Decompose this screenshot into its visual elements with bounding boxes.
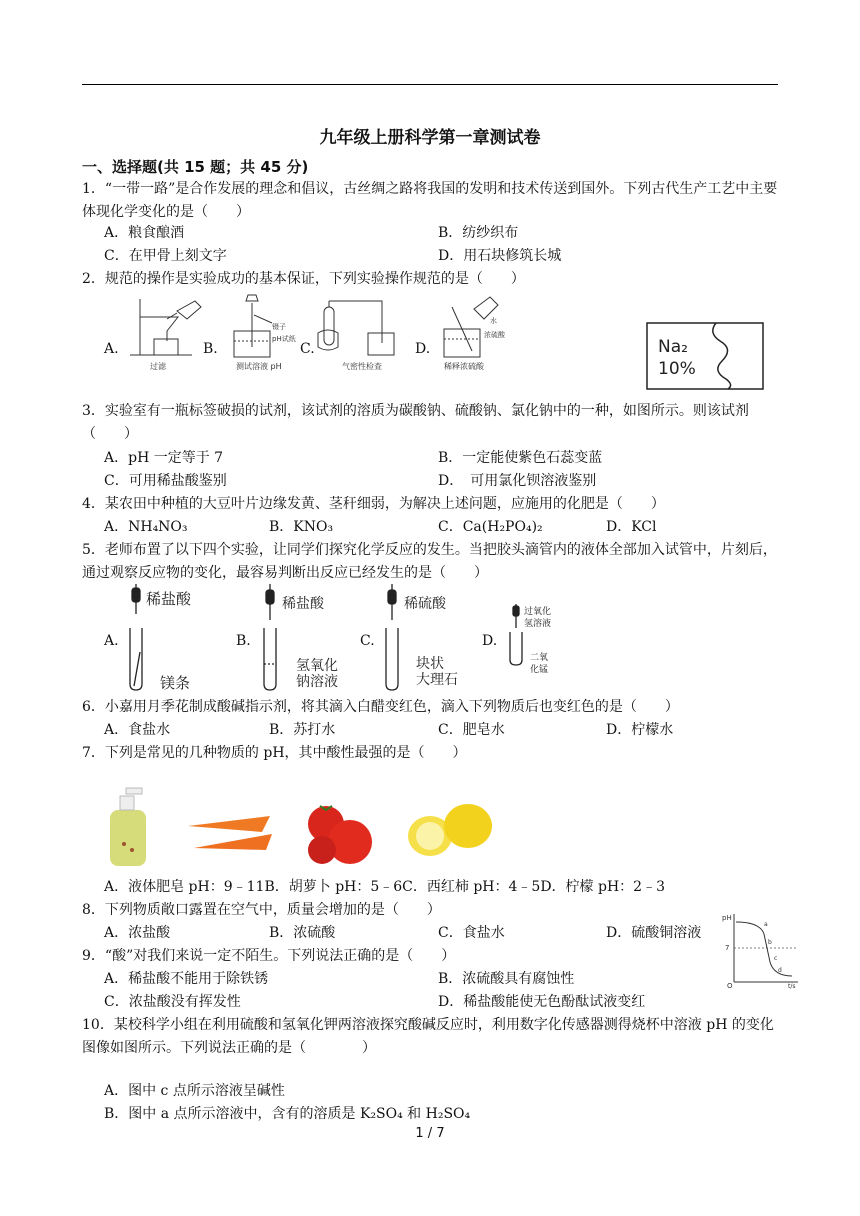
q2-option-d: D.: [415, 341, 431, 357]
question-9-stem: 9．“酸”对我们来说一定不陌生。下列说法正确的是（ ）: [82, 948, 456, 964]
q3-option-c: C．可用稀盐酸鉴别: [104, 473, 227, 489]
carrot-image: [188, 816, 272, 850]
q5-c-dropper-label: 稀硫酸: [404, 596, 446, 612]
q7-product-images: [100, 786, 500, 870]
question-7-stem: 7．下列是常见的几种物质的 pH，其中酸性最强的是（ ）: [82, 745, 467, 761]
q5-d-tube-label-1: 二氧: [530, 653, 549, 663]
q6-option-c: C．肥皂水: [438, 722, 505, 738]
q6-option-b: B．苏打水: [269, 722, 336, 738]
graph-x-label: t/s: [788, 983, 796, 990]
q5-option-a: A.: [104, 633, 119, 649]
question-2-stem: 2．规范的操作是实验成功的基本保证，下列实验操作规范的是（ ）: [82, 271, 525, 287]
q5-c-tube-label-2: 大理石: [416, 672, 458, 688]
q9-option-d: D．稀盐酸能使无色酚酞试液变红: [438, 994, 646, 1010]
q3-option-b: B．一定能使紫色石蕊变蓝: [438, 450, 603, 466]
q1-option-d: D．用石块修筑长城: [438, 248, 562, 264]
q2-label-tweezers: 镊子: [272, 323, 286, 331]
q5-b-dropper-label: 稀盐酸: [282, 596, 324, 612]
q2-label-water: 水: [490, 317, 497, 325]
q5-option-c: C.: [360, 633, 375, 649]
broken-reagent-label: [646, 322, 766, 392]
q10-option-a: A．图中 c 点所示溶液呈碱性: [104, 1083, 285, 1099]
q2-apparatus-figures: [122, 293, 522, 373]
tomato-image: [308, 806, 372, 864]
airtightness-figure: [318, 301, 394, 355]
ph-test-figure: [234, 295, 272, 357]
q8-option-c: C．食盐水: [438, 925, 505, 941]
q9-option-c: C．浓盐酸没有挥发性: [104, 994, 241, 1010]
q5-test-tube-figures: [120, 584, 560, 692]
q2-label-ph-paper: pH试纸: [272, 335, 296, 343]
question-6-stem: 6．小嘉用月季花制成酸碱指示剂，将其滴入白醋变红色，滴入下列物质后也变红色的是（ ）: [82, 699, 679, 715]
q4-option-d: D．KCl: [606, 519, 657, 535]
q5-d-tube-label-2: 化锰: [530, 665, 549, 675]
page-title: 九年级上册科学第一章测试卷: [319, 128, 541, 148]
graph-point-a: a: [764, 921, 768, 928]
q4-option-c: C．Ca(H₂PO₄)₂: [438, 519, 543, 535]
q10-option-b: B．图中 a 点所示溶液中，含有的溶质是 K₂SO₄ 和 H₂SO₄: [104, 1106, 471, 1122]
question-3-stem: 3．实验室有一瓶标签破损的试剂，该试剂的溶质为碳酸钠、硫酸钠、氯化钠中的一种，如图所示。则该试剂（ ）: [82, 403, 749, 442]
q5-option-d: D.: [482, 633, 498, 649]
q3-option-d: D． 可用氯化钡溶液鉴别: [438, 473, 597, 489]
q6-option-d: D．柠檬水: [606, 722, 674, 738]
graph-point-c: c: [774, 955, 778, 962]
q8-option-d: D．硫酸铜溶液: [606, 925, 702, 941]
graph-origin: O: [727, 982, 733, 990]
q5-b-tube-label-2: 钠溶液: [296, 674, 338, 690]
dilution-figure: [444, 297, 498, 357]
q4-option-b: B．KNO₃: [269, 519, 334, 535]
question-4-stem: 4．某农田中种植的大豆叶片边缘发黄、茎秆细弱，为解决上述问题，应施用的化肥是（ ）: [82, 496, 665, 512]
q9-option-a: A．稀盐酸不能用于除铁锈: [104, 971, 269, 987]
q2-option-a: A.: [104, 341, 119, 357]
q9-option-b: B．浓硫酸具有腐蚀性: [438, 971, 575, 987]
q2-caption-c: 气密性检查: [342, 362, 382, 371]
q2-caption-a: 过滤: [150, 362, 166, 371]
q4-option-a: A．NH₄NO₃: [104, 519, 188, 535]
q8-option-b: B．浓硫酸: [269, 925, 336, 941]
question-10-stem: 10．某校科学小组在利用硫酸和氢氧化钾两溶液探究酸碱反应时，利用数字化传感器测得烧杯中溶液 pH 的变化图像如图所示。下列说法正确的是（ ）: [82, 1017, 774, 1056]
lemon-image: [408, 804, 492, 856]
q5-d-dropper-label-1: 过氧化: [524, 607, 552, 617]
q8-option-a: A．浓盐酸: [104, 925, 171, 941]
q3-option-a: A．pH 一定等于 7: [104, 450, 224, 466]
q1-option-c: C．在甲骨上刻文字: [104, 248, 227, 264]
filtration-figure: [130, 299, 201, 355]
graph-y-label: pH: [722, 914, 732, 922]
section-heading: 一、选择题(共 15 题；共 45 分): [82, 158, 309, 176]
q7-options: A．液体肥皂 pH：9﹣11B．胡萝卜 pH：5﹣6C．西红柿 pH：4﹣5D．柠檬 pH：2﹣3: [104, 879, 665, 895]
liquid-soap-image: [110, 788, 146, 866]
graph-point-b: b: [768, 939, 772, 946]
page-number: 1 / 7: [415, 1126, 445, 1141]
q2-option-b: B.: [203, 341, 218, 357]
q2-caption-d: 稀释浓硫酸: [444, 362, 484, 371]
q2-caption-b: 测试溶液 pH: [236, 362, 282, 371]
question-1: [82, 178, 782, 224]
label-text-line2: 10%: [658, 359, 696, 379]
question-8-stem: 8．下列物质敞口露置在空气中，质量会增加的是（ ）: [82, 902, 441, 918]
q5-a-dropper-label: 稀盐酸: [146, 590, 192, 608]
graph-seven-tick: 7: [725, 944, 730, 952]
q1-option-a: A．粮食酿酒: [104, 225, 185, 241]
q5-c-tube-label-1: 块状: [416, 656, 444, 672]
question-5-stem: 5．老师布置了以下四个实验，让同学们探究化学反应的发生。当把胶头滴管内的液体全部加入试管中，片刻后，通过观察反应物的变化，最容易判断出反应已经发生的是（ ）: [82, 542, 777, 581]
graph-point-d: d: [778, 967, 782, 974]
header-rule: [82, 84, 778, 85]
q1-option-b: B．纺纱织布: [438, 225, 519, 241]
q5-b-tube-label-1: 氢氧化: [296, 658, 338, 674]
q5-option-b: B.: [236, 633, 251, 649]
q5-d-dropper-label-2: 氢溶液: [524, 619, 552, 629]
label-text-line1: Na₂: [658, 337, 688, 357]
ph-change-graph: [722, 910, 802, 990]
q2-label-acid: 浓硫酸: [484, 331, 505, 339]
q6-option-a: A．食盐水: [104, 722, 171, 738]
question-1-stem: 1．“一带一路”是合作发展的理念和倡议，古丝绸之路将我国的发明和技术传送到国外。下列古代生产工艺中主要体现化学变化的是（ ）: [82, 181, 778, 220]
q5-a-tube-label: 镁条: [160, 674, 191, 692]
q2-option-c: C.: [300, 341, 315, 357]
